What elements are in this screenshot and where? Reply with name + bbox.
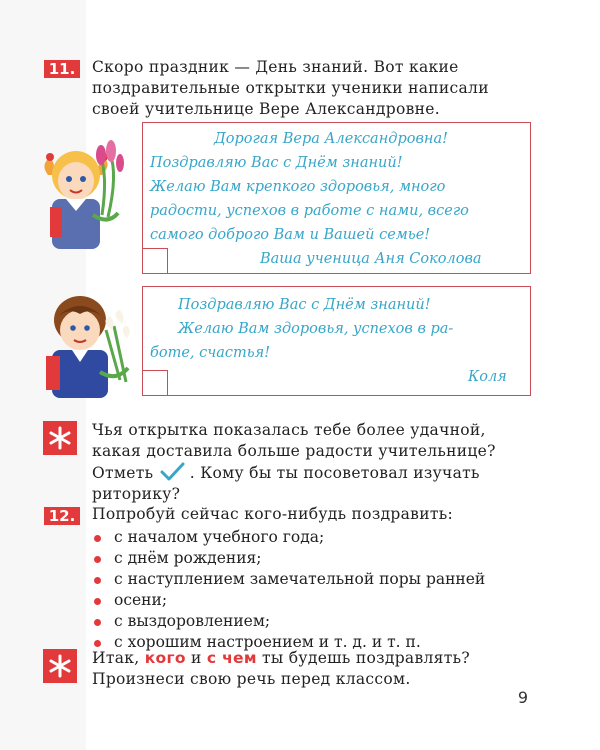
asterisk-icon — [48, 654, 72, 678]
list-item — [92, 548, 485, 569]
final-text — [92, 648, 470, 690]
list-item — [92, 527, 485, 548]
list-item — [92, 611, 485, 632]
boy-illustration — [40, 290, 132, 400]
bullet-icon — [94, 556, 101, 563]
bullet-icon — [94, 535, 101, 542]
highlight-kogo: кого — [144, 649, 186, 667]
answer-checkbox[interactable] — [142, 370, 168, 396]
bullet-icon — [94, 619, 101, 626]
task-number-badge: 11. — [44, 60, 80, 78]
question-text-part: . Кому бы ты посоветовал изучать — [189, 464, 480, 482]
card2-signature: Коля — [468, 369, 507, 385]
final-line — [92, 648, 470, 669]
task11-line: Скоро праздник — День знаний. Вот какие — [92, 58, 459, 76]
girl-illustration — [38, 135, 133, 255]
question-line — [92, 462, 496, 484]
task-number-badge: 12. — [44, 507, 80, 525]
card2-line: Желаю Вам здоровья, успехов в ра- — [178, 321, 454, 337]
answer-checkbox[interactable] — [142, 248, 168, 274]
card1-line: радости, успехов в работе с нами, всего — [150, 203, 469, 219]
question-text — [92, 420, 496, 505]
final-text-part: и — [185, 649, 207, 667]
question-line: какая доставила больше радости учительнице? — [92, 442, 496, 460]
final-text-part: Итак, — [92, 649, 145, 667]
task11-line: своей учительнице Вере Александровне. — [92, 100, 440, 118]
bullet-list — [92, 527, 485, 653]
bullet-icon — [94, 640, 101, 647]
question-text-part: Отметь — [92, 464, 154, 482]
highlight-s-chem: с чем — [206, 649, 257, 667]
card1-signature: Ваша ученица Аня Соколова — [260, 251, 482, 267]
star-badge — [43, 421, 77, 455]
list-item — [92, 590, 485, 611]
checkmark-icon — [159, 462, 185, 482]
final-text-part: ты будешь поздравлять? — [256, 649, 470, 667]
card1-line: Поздравляю Вас с Днём знаний! — [150, 155, 403, 171]
list-item-text: осени; — [114, 591, 168, 609]
final-line: Произнеси свою речь перед классом. — [92, 670, 411, 688]
question-line: риторику? — [92, 485, 181, 503]
card2-line: Поздравляю Вас с Днём знаний! — [178, 297, 431, 313]
bullet-icon — [94, 577, 101, 584]
list-item-text: с началом учебного года; — [114, 528, 325, 546]
task11-line: поздравительные открытки ученики написали — [92, 79, 489, 97]
list-item-text: с днём рождения; — [114, 549, 262, 567]
star-badge — [43, 649, 77, 683]
page-number: 9 — [517, 688, 528, 707]
card1-line: Дорогая Вера Александровна! — [214, 131, 448, 147]
list-item — [92, 569, 485, 590]
list-item-text: с хорошим настроением и т. д. и т. п. — [114, 633, 421, 651]
task11-text — [92, 57, 489, 120]
list-item-text: с наступлением замечательной поры ранней — [114, 570, 486, 588]
card2-line: боте, счастья! — [150, 345, 271, 361]
task12-intro: Попробуй сейчас кого-нибудь поздравить: — [92, 505, 453, 523]
question-line: Чья открытка показалась тебе более удачной, — [92, 421, 486, 439]
list-item-text: с выздоровлением; — [114, 612, 271, 630]
card1-line: самого доброго Вам и Вашей семье! — [150, 227, 431, 243]
card1-line: Желаю Вам крепкого здоровья, много — [150, 179, 446, 195]
bullet-icon — [94, 598, 101, 605]
asterisk-icon — [48, 426, 72, 450]
